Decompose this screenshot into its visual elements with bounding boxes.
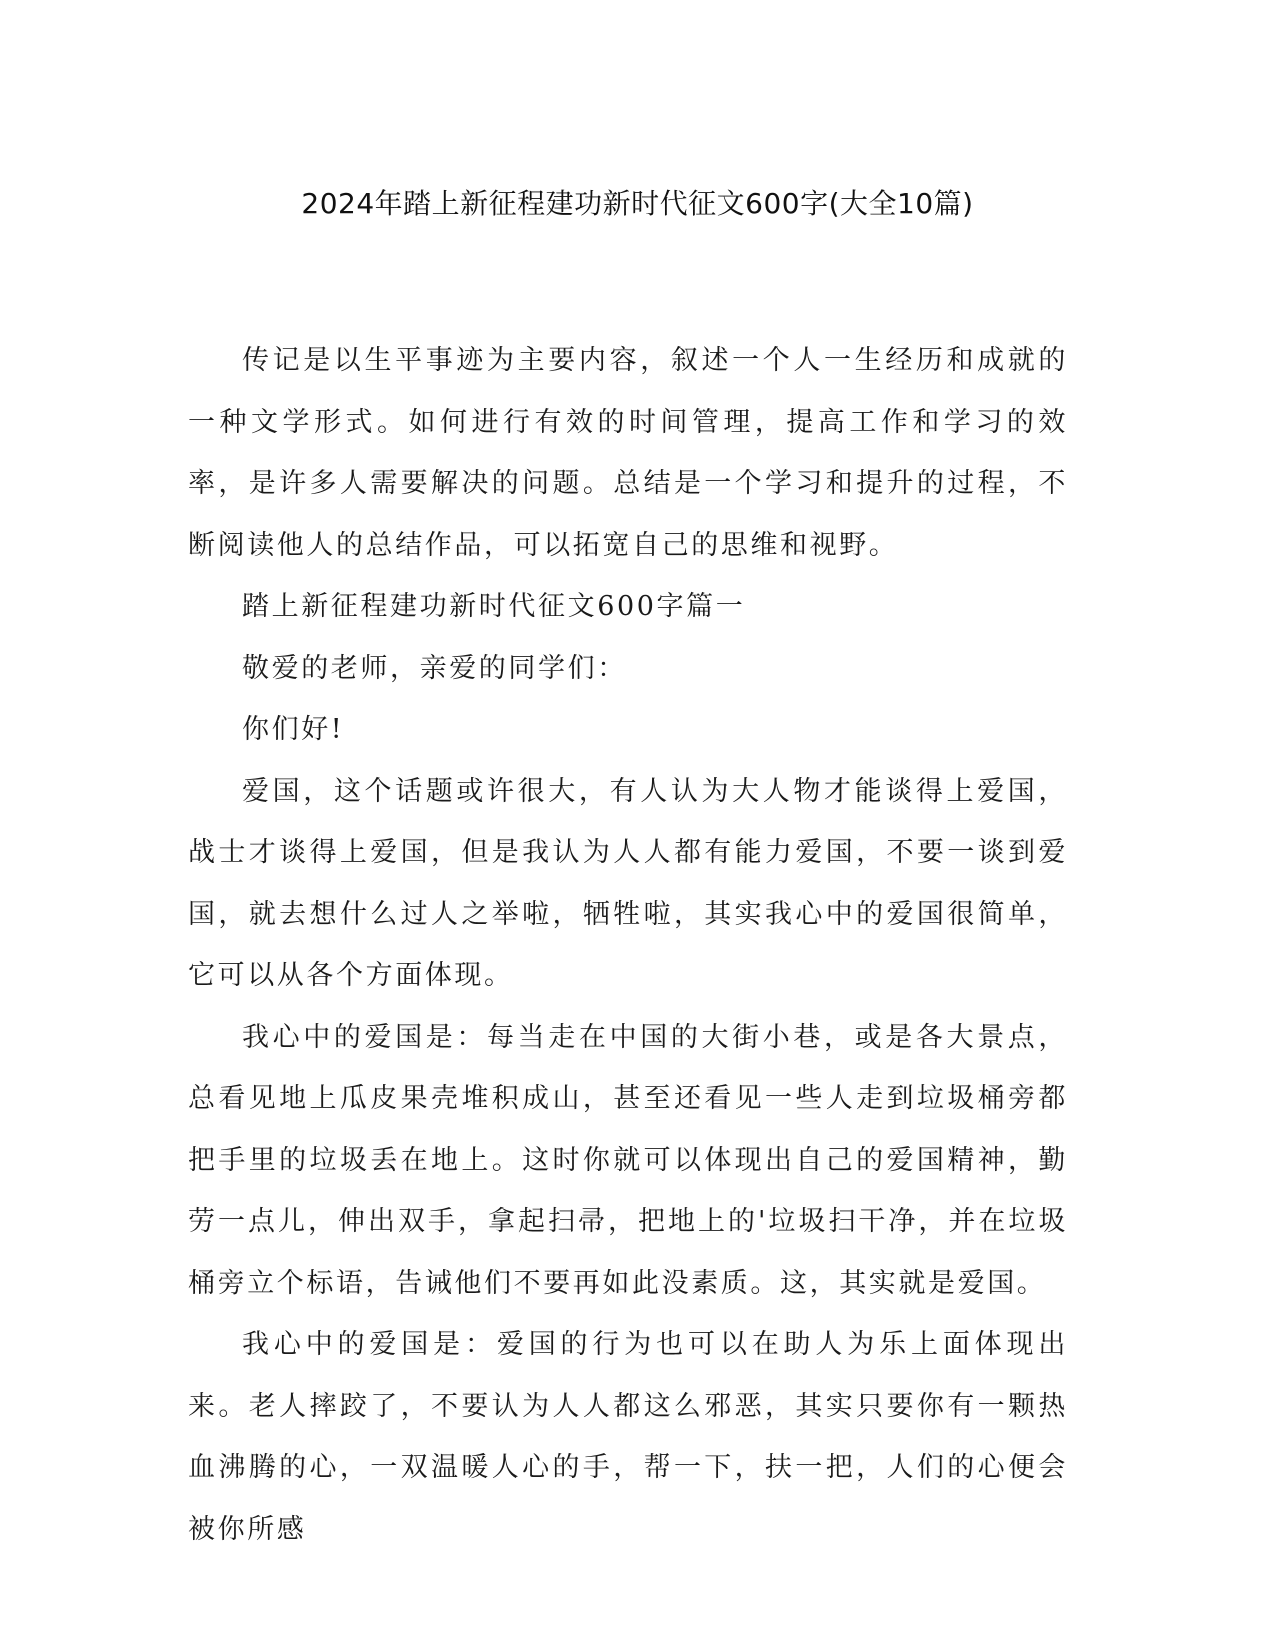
paragraph-salutation: 敬爱的老师，亲爱的同学们： <box>242 652 627 684</box>
paragraph-greeting: 你们好! <box>242 714 345 745</box>
paragraph-intro: 传记是以生平事迹为主要内容，叙述一个人一生经历和成就的一种文学形式。如何进行有效的时间管理，提高工作和学习的效率，是许多人需要解决的问题。总结是一个学习和提升的过程，不断阅读他人的总结作品，可以拓宽自己的思维和视野。 <box>188 345 1068 561</box>
paragraph-patriotism-cleanliness: 我心中的爱国是：每当走在中国的大街小巷，或是各大景点，总看见地上瓜皮果壳堆积成山，甚至还看见一些人走到垃圾桶旁都把手里的垃圾丢在地上。这时你就可以体现出自己的爱国精神，勤劳一点儿，伸出双手，拿起扫帚，把地上的'垃圾扫干净，并在垃圾桶旁立个标语，告诫他们不要再如此没素质。这，其实就是爱国。 <box>188 1021 1068 1299</box>
paragraph-patriotism-topic: 爱国，这个话题或许很大，有人认为大人物才能谈得上爱国，战士才谈得上爱国，但是我认为人人都有能力爱国，不要一谈到爱国，就去想什么过人之举啦，牺牲啦，其实我心中的爱国很简单，它可以从各个方面体现。 <box>188 775 1068 991</box>
document-body <box>188 330 1068 1560</box>
document-title: 2024年踏上新征程建功新时代征文600字(大全10篇) <box>301 187 974 220</box>
section-heading: 踏上新征程建功新时代征文600字篇一 <box>242 591 746 622</box>
paragraph-patriotism-helping: 我心中的爱国是：爱国的行为也可以在助人为乐上面体现出来。老人摔跤了，不要认为人人都这么邪恶，其实只要你有一颗热血沸腾的心，一双温暖人心的手，帮一下，扶一把，人们的心便会被你所感 <box>188 1329 1068 1545</box>
